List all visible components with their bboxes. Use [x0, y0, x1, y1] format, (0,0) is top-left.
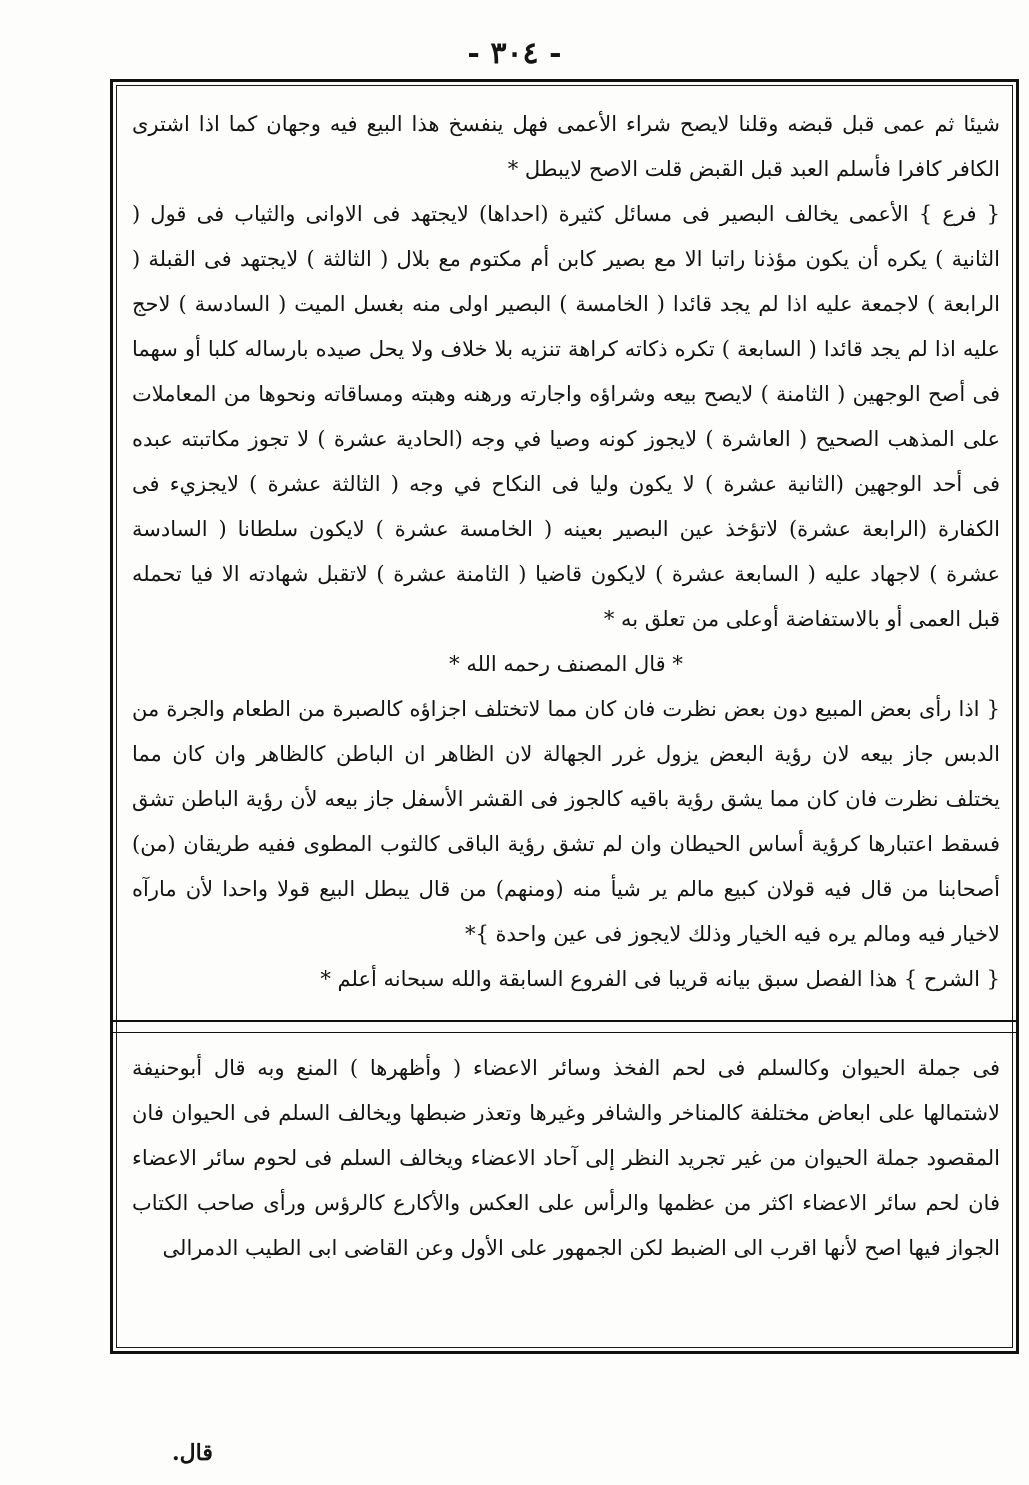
paragraph: { فرع } الأعمى يخالف البصير فى مسائل كثيرة (احداها) لايجتهد فى الاوانى والثياب فى قول ( الثانية ) يكره أن يكون مؤذنا راتبا الا مع بصير كابن أم مكتوم مع بلال ( الثالثة ) لايجتهد فى القبلة ( الرابعة ) لاجمعة عليه اذا لم يجد قائدا ( الخامسة ) البصير اولى منه بغسل الميت ( السادسة ) لاحج عليه اذا لم يجد قائدا ( السابعة ) تكره ذكاته كراهة تنزيه بلا خلاف ولا يحل صيده بارساله كلبا أو سهما فى أصح الوجهين ( الثامنة ) لايصح بيعه وشراؤه واجارته ورهنه وهبته ومساقاته ونحوها من المعاملات على المذهب الصحيح ( العاشرة ) لايجوز كونه وصيا في وجه (الحادية عشرة ) لا تجوز مكاتبته عبده فى أحد الوجهين (الثانية عشرة ) لا يكون وليا فى النكاح في وجه ( الثالثة عشرة ) لايجزيء فى الكفارة (الرابعة عشرة) لاتؤخذ عين البصير بعينه ( الخامسة عشرة ) لايكون سلطانا ( السادسة عشرة ) لاجهاد عليه ( السابعة عشرة ) لايكون قاضيا ( الثامنة عشرة ) لاتقبل شهادته الا فيا تحمله قبل العمى أو بالاستفاضة أوعلى من تعلق به *	[132, 202, 1000, 631]
lower-text-body	[132, 1046, 1000, 1271]
paragraph: شيئا ثم عمى قبل قبضه وقلنا لايصح شراء الأعمى فهل ينفسخ هذا البيع فيه وجهان كما اذا اشترى الكافر كافرا فأسلم العبد قبل القبض قلت الاصح لايبطل *	[132, 112, 1000, 181]
section-heading: * قال المصنف رحمه الله *	[449, 652, 683, 676]
section-divider	[113, 1020, 1016, 1022]
paragraph: { اذا رأى بعض المبيع دون بعض نظرت فان كان مما لاتختلف اجزاؤه كالصبرة من الطعام والجرة من الدبس جاز بيعه لان رؤية البعض يزول غرر الجهالة لان الظاهر ان الباطن كالظاهر وان كان مما يختلف نظرت فان كان مما يشق رؤية باقيه كالجوز فى القشر الأسفل جاز بيعه لأن رؤية الباطن تشق فسقط اعتبارها كرؤية أساس الحيطان وان لم تشق رؤية الباقى كالثوب المطوى ففيه طريقان (من) أصحابنا من قال فيه قولان كبيع مالم ير شيأ منه (ومنهم) من قال يبطل البيع قولا واحدا لأن مارآه لاخيار فيه ومالم يره فيه الخيار وذلك لايجوز فى عين واحدة }*	[132, 697, 1000, 946]
paragraph: فى جملة الحيوان وكالسلم فى لحم الفخذ وسائر الاعضاء ( وأظهرها ) المنع وبه قال أبوحنيفة لاشتمالها على ابعاض مختلفة كالمناخر والشافر وغيرها وتعذر ضبطها ويخالف السلم فى الحيوان فان المقصود جملة الحيوان من غير تجريد النظر إلى آحاد الاعضاء ويخالف السلم فى لحوم سائر الاعضاء فان لحم سائر الاعضاء اكثر من عظمها والرأس على العكس والأكارع كالرؤس ورأى صاحب الكتاب الجواز فيها اصح لأنها اقرب الى الضبط لكن الجمهور على الأول وعن القاضى ابى الطيب الدمرالى	[132, 1056, 1000, 1260]
paragraph: { الشرح } هذا الفصل سبق بيانه قريبا فى الفروع السابقة والله سبحانه أعلم *	[320, 967, 1000, 991]
upper-text-body	[132, 102, 1000, 1002]
catchword: قال.	[172, 1440, 213, 1466]
section-divider-inner	[113, 1032, 1016, 1033]
page-number: - ٣٠٤ -	[467, 36, 562, 71]
